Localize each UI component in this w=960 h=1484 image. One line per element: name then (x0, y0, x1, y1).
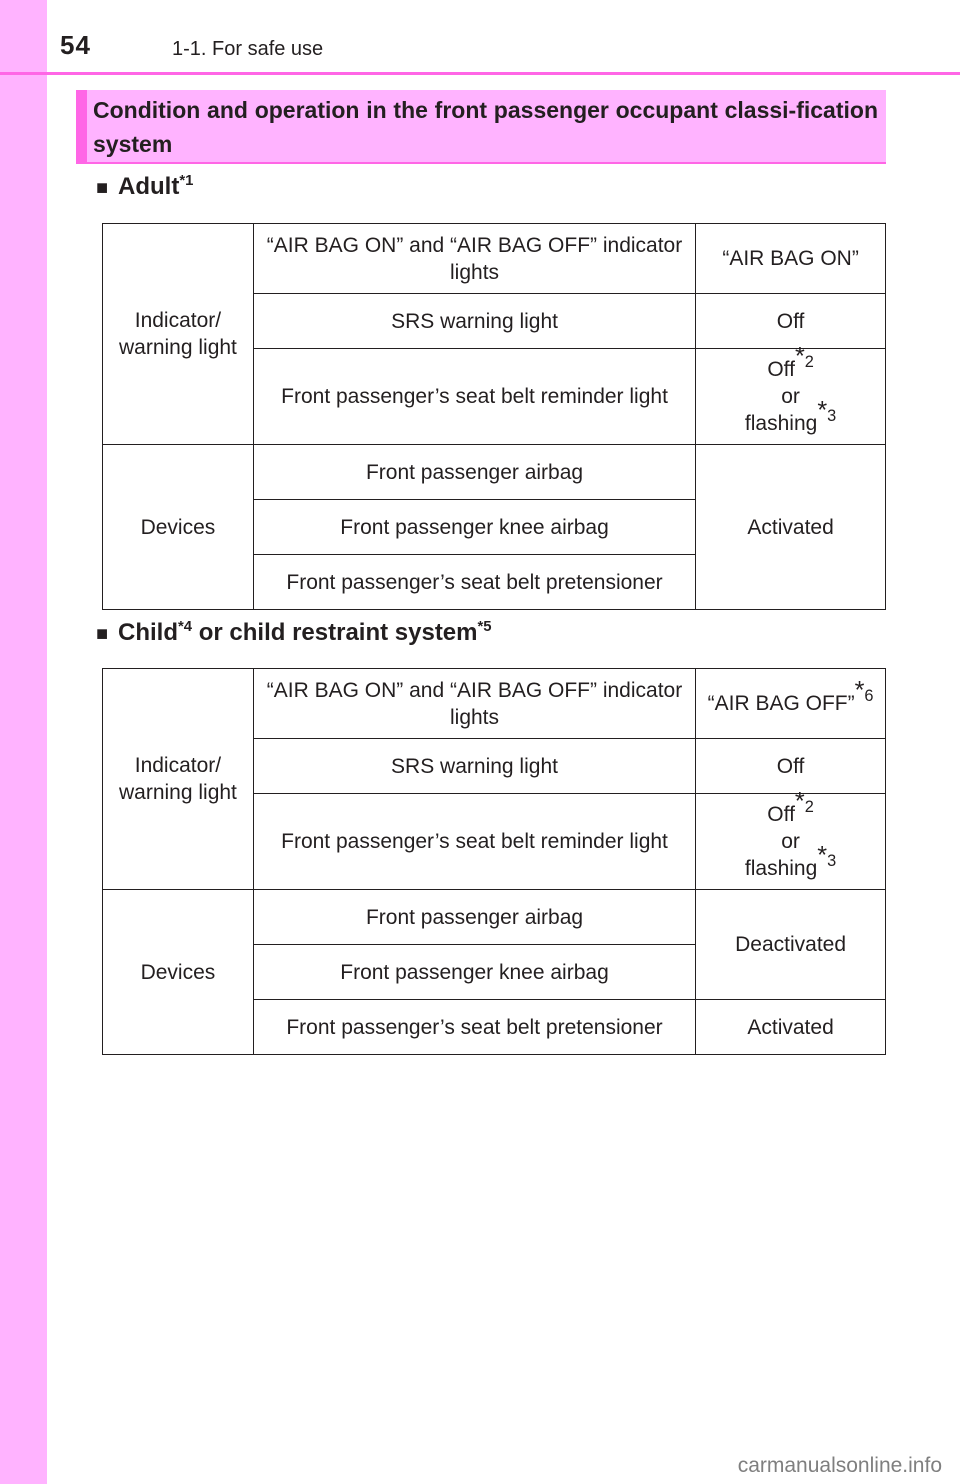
header-divider (0, 72, 960, 75)
indicator-lights-item: “AIR BAG ON” and “AIR BAG OFF” indicator lights (253, 669, 695, 739)
pretensioner-item: Front passenger’s seat belt pretensioner (253, 555, 695, 610)
pretensioner-item: Front passenger’s seat belt pretensioner (253, 1000, 695, 1055)
seat-belt-reminder-value (696, 787, 886, 890)
footnote-number: 2 (804, 798, 814, 816)
table-row (103, 669, 886, 739)
watermark-text: carmanualsonline.info (737, 1454, 942, 1477)
footnote-number: 3 (827, 852, 837, 870)
seat-belt-reminder-item: Front passenger’s seat belt reminder light (253, 794, 695, 890)
srs-warning-value: Off (696, 739, 886, 794)
side-color-band (0, 0, 47, 1484)
page-number: 54 (60, 30, 91, 60)
srs-warning-item: SRS warning light (253, 294, 695, 349)
off-text: Off (767, 358, 795, 381)
table-row (103, 445, 886, 500)
condition-heading-box (76, 90, 886, 164)
child-heading (96, 619, 492, 647)
child-heading-text-2: or child restraint system (192, 619, 478, 646)
adult-heading-text: Adult (118, 173, 180, 200)
footnote-star: * (794, 787, 805, 816)
table-row (103, 224, 886, 294)
footnote-number: 2 (804, 353, 814, 371)
adult-table (102, 223, 886, 610)
child-heading-text: Child (118, 619, 178, 646)
square-bullet-icon: ■ (96, 623, 109, 645)
or-text: or (781, 385, 800, 408)
srs-warning-value: Off (696, 294, 886, 349)
child-restraint-footnote-ref: *5 (477, 619, 492, 635)
airbag-off-text: “AIR BAG OFF” (707, 692, 855, 715)
section-title: 1-1. For safe use (172, 38, 324, 60)
flashing-text: flashing (744, 412, 818, 435)
condition-heading-bar (76, 90, 87, 162)
footnote-number: 6 (864, 687, 874, 705)
square-bullet-icon: ■ (96, 177, 109, 199)
passenger-airbag-item: Front passenger airbag (253, 445, 695, 500)
footnote-number: 3 (827, 407, 837, 425)
seat-belt-reminder-value (696, 342, 886, 445)
indicator-lights-value (696, 669, 886, 739)
knee-airbag-item: Front passenger knee airbag (253, 500, 695, 555)
flashing-text: flashing (744, 857, 818, 880)
srs-warning-item: SRS warning light (253, 739, 695, 794)
airbags-value: Deactivated (696, 890, 886, 1000)
seat-belt-reminder-item: Front passenger’s seat belt reminder light (253, 349, 695, 445)
devices-label-cell: Devices (103, 445, 254, 610)
indicator-label-cell: Indicator/ warning light (103, 669, 254, 890)
adult-heading (96, 173, 193, 201)
off-text: Off (767, 803, 795, 826)
adult-footnote-ref: *1 (179, 173, 194, 189)
knee-airbag-item: Front passenger knee airbag (253, 945, 695, 1000)
footnote-star: * (817, 396, 828, 425)
devices-value: Activated (696, 445, 886, 610)
condition-heading-title: Condition and operation in the front passenger occupant classi-fication system (93, 97, 878, 157)
footnote-star: * (854, 676, 865, 705)
footnote-star: * (817, 841, 828, 870)
indicator-lights-value: “AIR BAG ON” (696, 224, 886, 294)
indicator-lights-item: “AIR BAG ON” and “AIR BAG OFF” indicator lights (253, 224, 695, 294)
child-footnote-ref: *4 (178, 619, 193, 635)
footnote-star: * (794, 342, 805, 371)
passenger-airbag-item: Front passenger airbag (253, 890, 695, 945)
or-text: or (781, 830, 800, 853)
pretensioner-value: Activated (696, 1000, 886, 1055)
devices-label-cell: Devices (103, 890, 254, 1055)
table-row (103, 890, 886, 945)
child-table (102, 668, 886, 1055)
indicator-label-cell: Indicator/ warning light (103, 224, 254, 445)
